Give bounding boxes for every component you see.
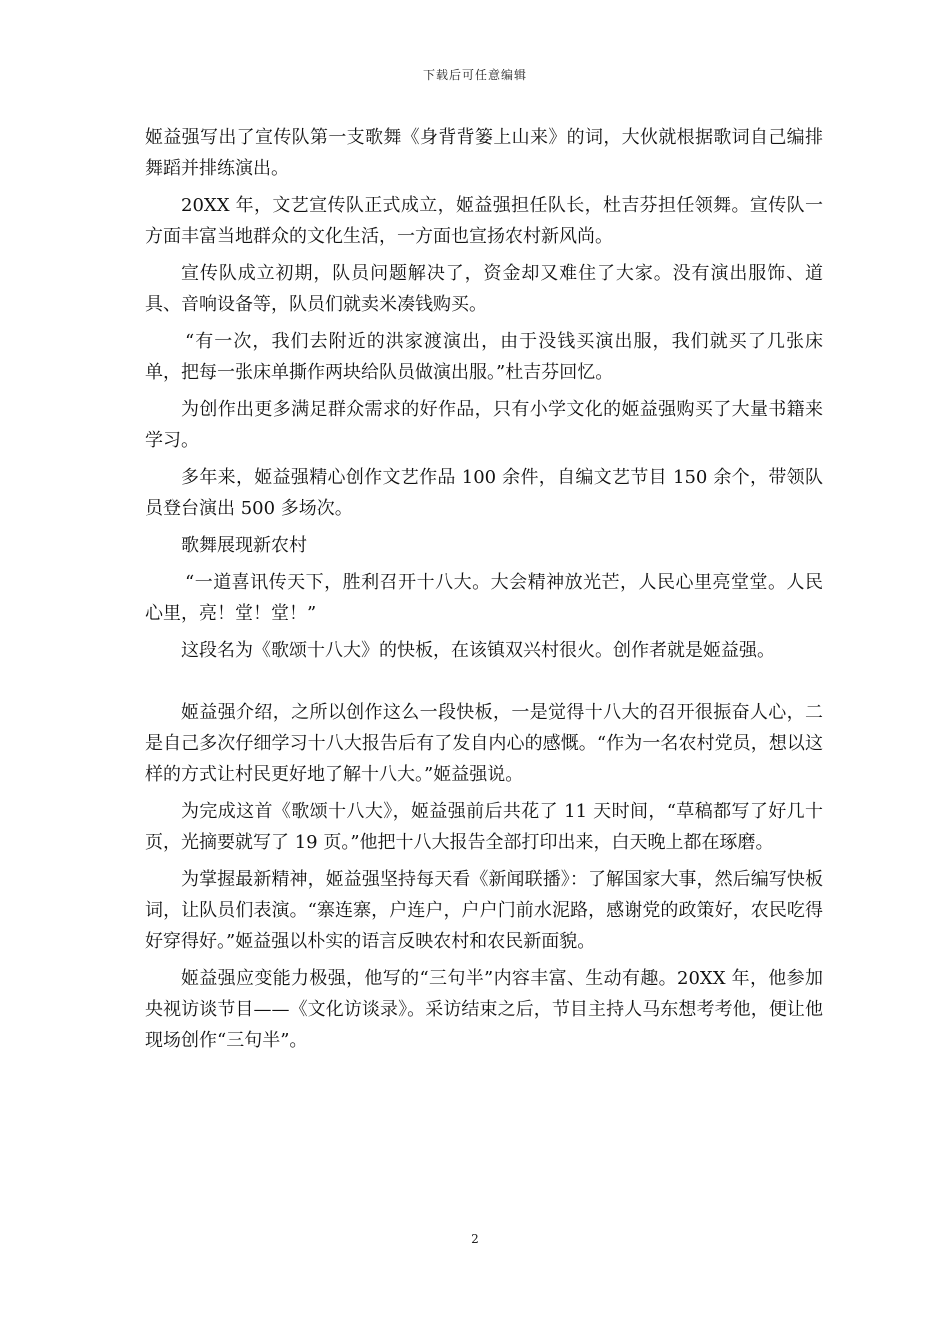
paragraph: 为掌握最新精神，姬益强坚持每天看《新闻联播》：了解国家大事，然后编写快板词，让队员们表演。“寨连寨，户连户，户户门前水泥路，感谢党的政策好，农民吃得好穿得好。”姬益强以朴实的语言反映农村和农民新面貌。: [145, 869, 823, 952]
paragraph: 为创作出更多满足群众需求的好作品，只有小学文化的姬益强购买了大量书籍来学习。: [145, 399, 823, 451]
section-heading: 歌舞展现新农村: [181, 535, 307, 556]
paragraph: 宣传队成立初期，队员问题解决了，资金却又难住了大家。没有演出服饰、道具、音响设备等，队员们就卖米凑钱购买。: [145, 263, 823, 315]
paragraph: 多年来，姬益强精心创作文艺作品 100 余件，自编文艺节目 150 余个，带领队员登台演出 500 多场次。: [145, 467, 823, 519]
blank-line: [145, 672, 823, 697]
paragraph: 姬益强应变能力极强，他写的“三句半”内容丰富、生动有趣。20XX 年，他参加央视访谈节目——《文化访谈录》。采访结束之后，节目主持人马东想考考他，便让他现场创作“三句半”。: [145, 968, 823, 1051]
paragraph: “有一次，我们去附近的洪家渡演出，由于没钱买演出服，我们就买了几张床单，把每一张床单撕作两块给队员做演出服。”杜吉芬回忆。: [145, 331, 823, 383]
page-number: 2: [471, 1232, 479, 1246]
paragraph: 姬益强写出了宣传队第一支歌舞《身背背篓上山来》的词，大伙就根据歌词自己编排舞蹈并排练演出。: [145, 127, 823, 179]
paragraph: “一道喜讯传天下，胜利召开十八大。大会精神放光芒，人民心里亮堂堂。人民心里，亮！堂！堂！”: [145, 572, 823, 624]
paragraph: 为完成这首《歌颂十八大》，姬益强前后共花了 11 天时间，“草稿都写了好几十页，光摘要就写了 19 页。”他把十八大报告全部打印出来，白天晚上都在琢磨。: [145, 801, 823, 853]
paragraph: 20XX 年，文艺宣传队正式成立，姬益强担任队长，杜吉芬担任领舞。宣传队一方面丰富当地群众的文化生活，一方面也宣扬农村新风尚。: [145, 195, 823, 247]
page-header: 下载后可任意编辑: [422, 68, 527, 82]
document-body: [145, 122, 823, 1062]
paragraph: 这段名为《歌颂十八大》的快板，在该镇双兴村很火。创作者就是姬益强。: [181, 640, 775, 661]
paragraph: 姬益强介绍，之所以创作这么一段快板，一是觉得十八大的召开很振奋人心，二是自己多次仔细学习十八大报告后有了发自内心的感慨。“作为一名农村党员，想以这样的方式让村民更好地了解十八大。”姬益强说。: [145, 702, 823, 785]
